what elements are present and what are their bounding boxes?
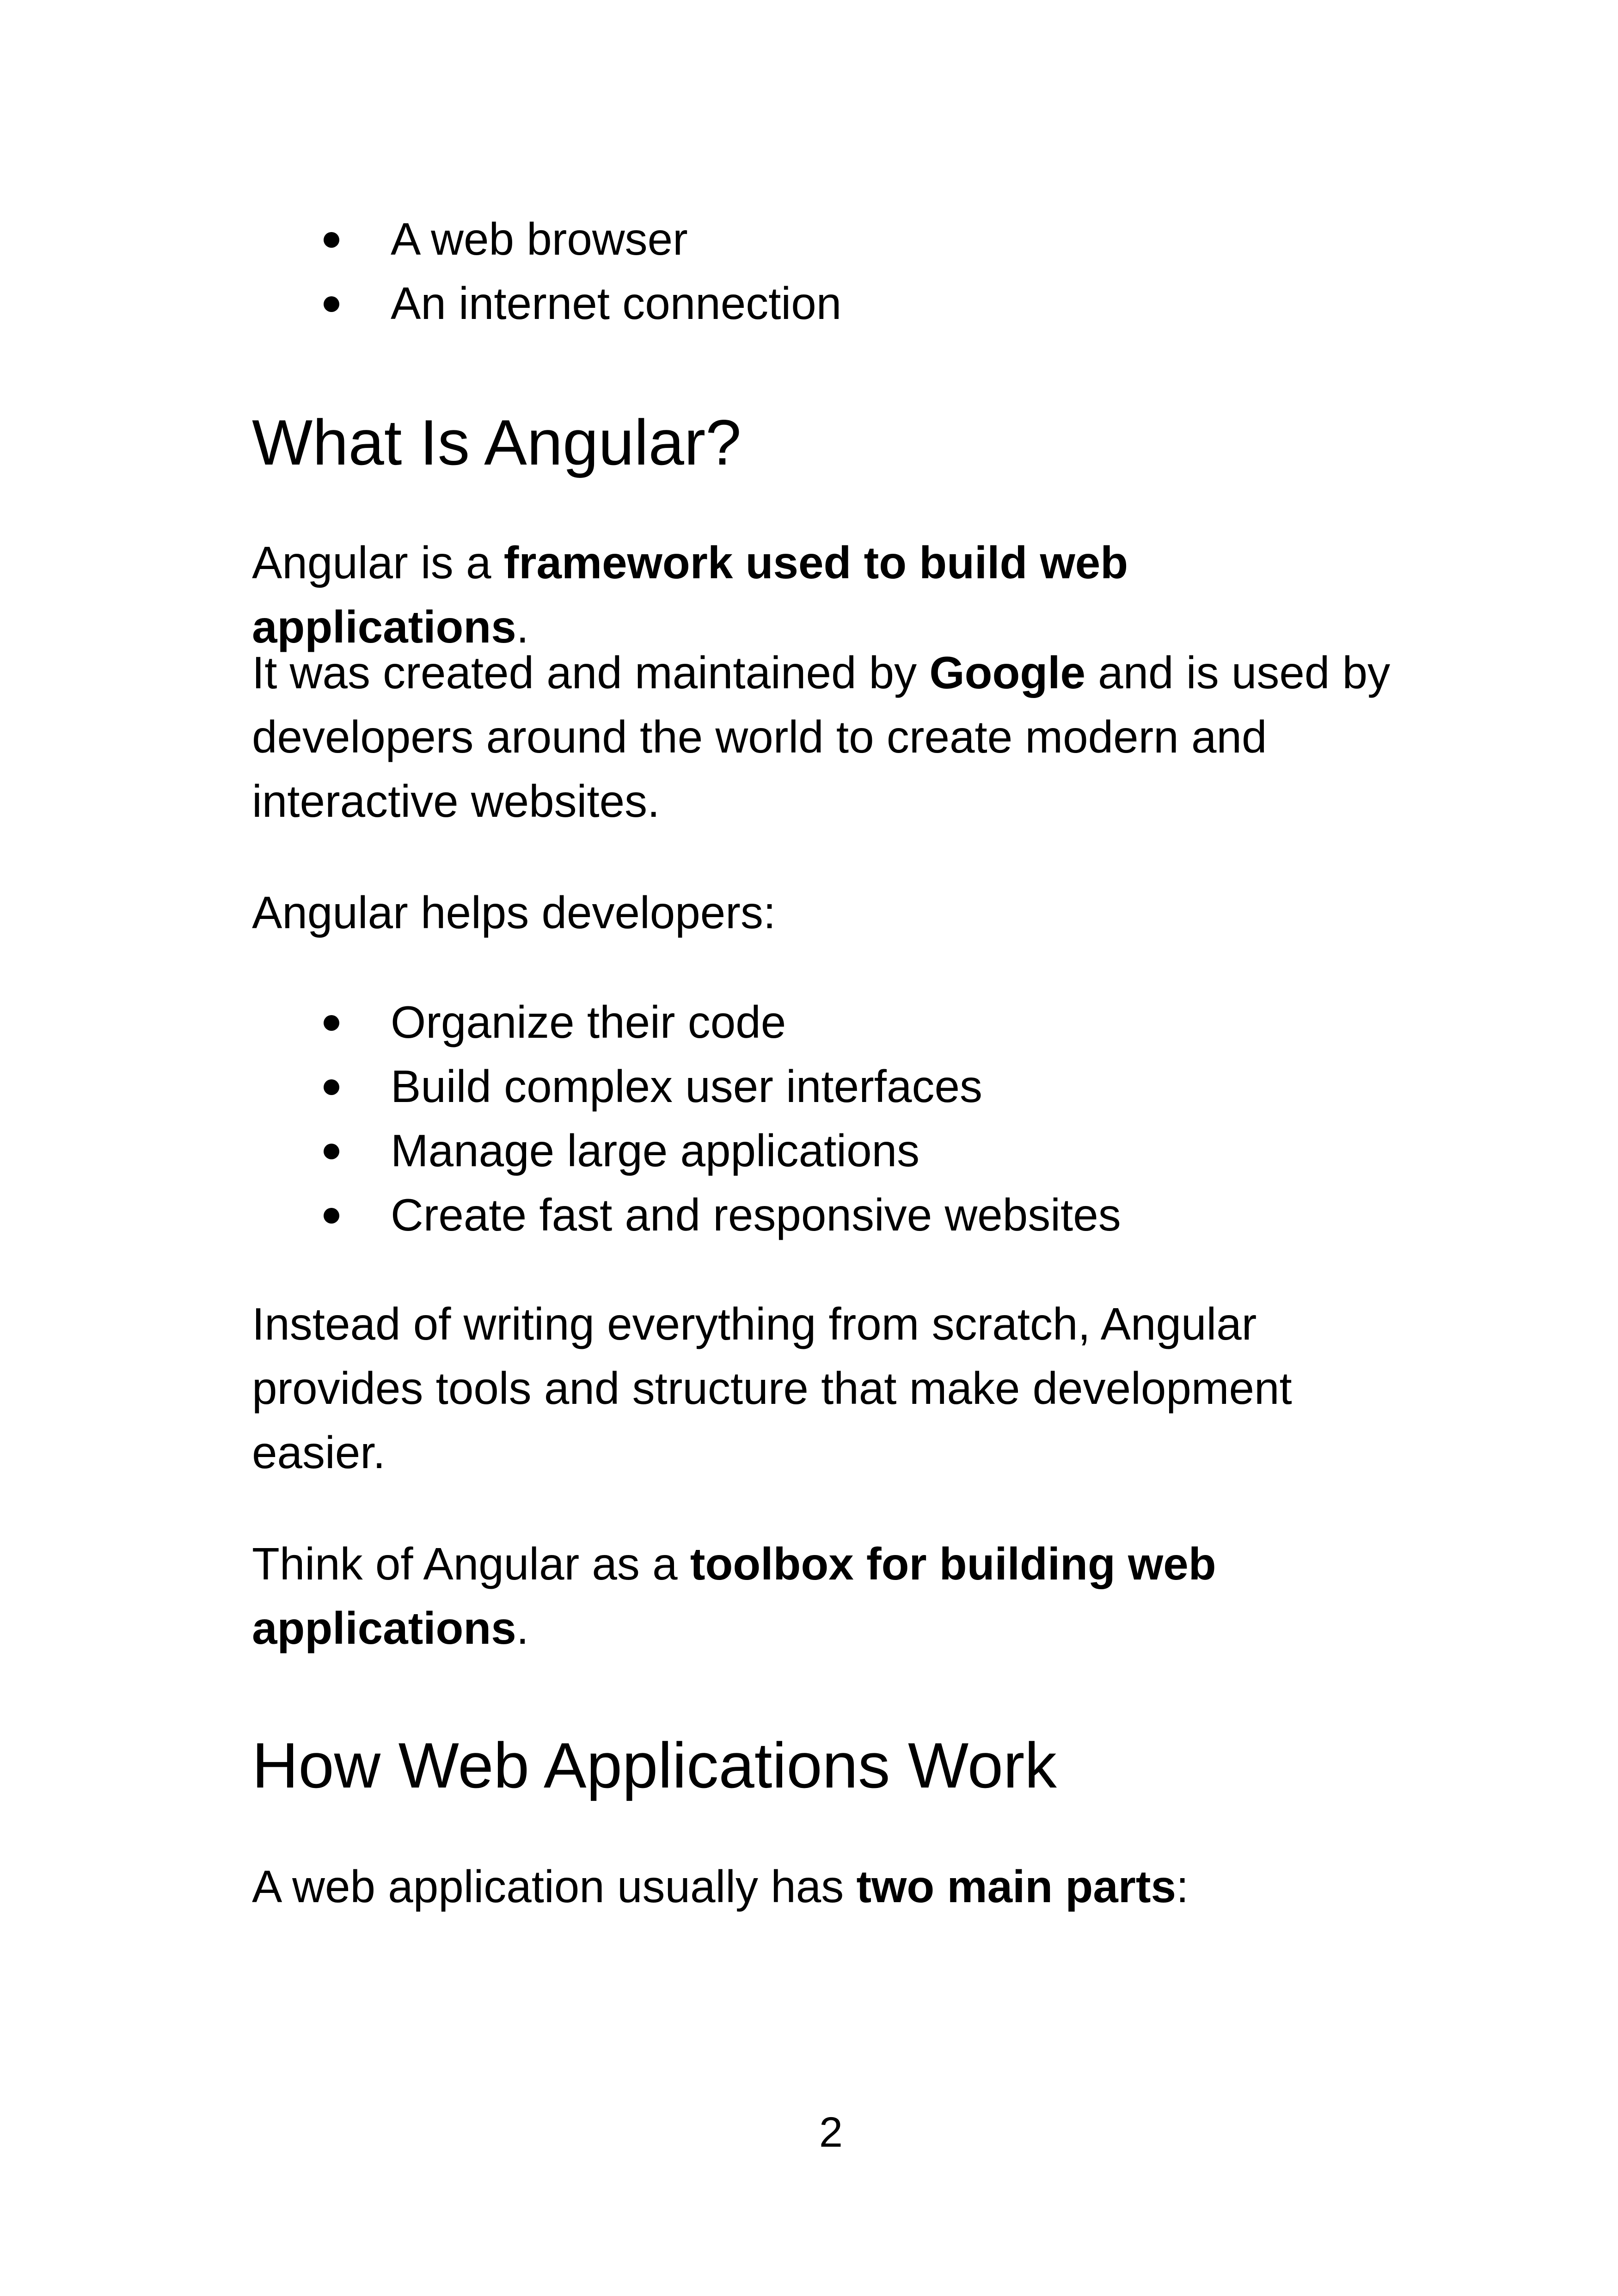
paragraph-two-main-parts: A web application usually has two main parts: — [252, 1861, 1189, 1912]
paragraph-toolbox: Think of Angular as a toolbox for building web applications. — [252, 1538, 1216, 1653]
paragraph-angular-definition: Angular is a framework used to build web applications. — [252, 537, 1128, 652]
page-number: 2 — [819, 2109, 843, 2156]
list-item: A web browser — [324, 207, 1396, 271]
bullet-icon — [324, 232, 339, 248]
list-item: Organize their code — [324, 990, 1396, 1054]
benefits-list — [324, 990, 1396, 1247]
paragraph-scratch: Instead of writing everything from scratch, Angular provides tools and structure that make development easier. — [252, 1298, 1292, 1478]
requirements-list — [324, 207, 1396, 336]
section-heading-how-web-apps-work: How Web Applications Work — [252, 1730, 1057, 1801]
paragraph-google: It was created and maintained by Google and is used by developers around the world to create modern and interactive websites. — [252, 647, 1391, 827]
list-item: Manage large applications — [324, 1119, 1396, 1183]
bullet-icon — [324, 1079, 339, 1095]
bullet-icon — [324, 1208, 339, 1224]
bullet-icon — [324, 296, 339, 312]
section-heading-what-is-angular: What Is Angular? — [252, 407, 742, 478]
list-item: Build complex user interfaces — [324, 1054, 1396, 1119]
list-item: An internet connection — [324, 271, 1396, 336]
list-item: Create fast and responsive websites — [324, 1183, 1396, 1247]
bullet-icon — [324, 1144, 339, 1159]
bullet-icon — [324, 1015, 339, 1031]
paragraph-helps-developers: Angular helps developers: — [252, 887, 776, 938]
